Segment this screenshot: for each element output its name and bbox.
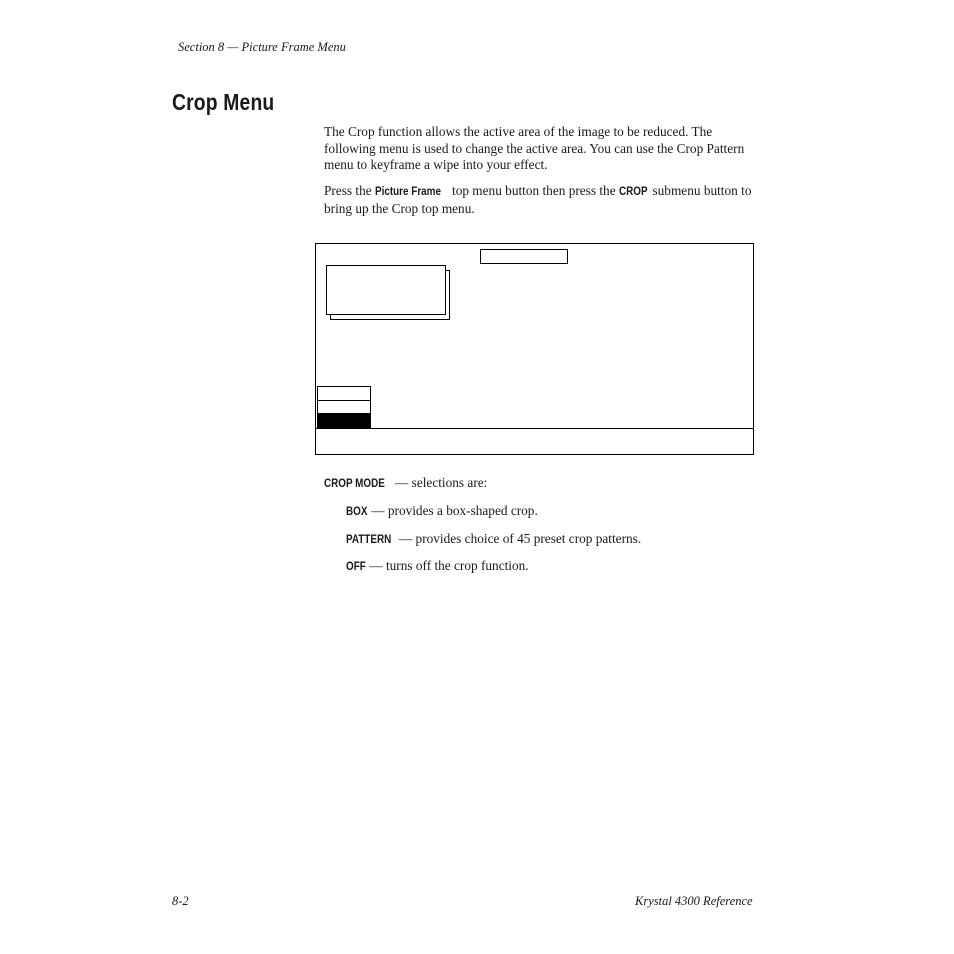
crop-mode-label: CROP MODE <box>324 478 385 490</box>
menu-panel <box>326 265 446 315</box>
crop-mode-heading <box>324 475 487 492</box>
instruction-paragraph <box>324 183 764 217</box>
crop-mode-selector <box>317 386 371 428</box>
option-off <box>346 558 529 575</box>
option-desc: — provides choice of 45 preset crop patterns. <box>395 531 642 546</box>
running-header: Section 8 — Picture Frame Menu <box>178 40 346 54</box>
option-name: PATTERN <box>346 534 392 546</box>
mode-divider <box>318 400 370 401</box>
crop-mode-suffix: — selections are: <box>391 475 488 490</box>
page-title: Crop Menu <box>172 89 275 115</box>
mode-selected-highlight <box>318 413 370 427</box>
instruction-suffix: submenu button to bring up the Crop top menu. <box>324 183 752 216</box>
instruction-middle: top menu button then press the <box>448 183 619 198</box>
intro-paragraph: The Crop function allows the active area of the image to be reduced. The following menu is used to change the active area. You can use the Crop Pattern menu to keyframe a wipe into your effect. <box>324 124 745 172</box>
book-title: Krystal 4300 Reference <box>635 894 753 908</box>
option-name: OFF <box>346 561 366 573</box>
option-pattern <box>346 531 641 548</box>
crop-menu-diagram <box>315 243 754 455</box>
instruction-prefix: Press the <box>324 183 375 198</box>
option-box <box>346 503 538 520</box>
menu-title-box <box>480 249 568 264</box>
option-name: BOX <box>346 506 368 518</box>
option-desc: — turns off the crop function. <box>366 558 529 573</box>
page-number: 8-2 <box>172 894 189 908</box>
option-desc: — provides a box-shaped crop. <box>367 503 538 518</box>
menu-bottom-divider <box>316 428 753 429</box>
crop-button-label: CROP <box>618 186 648 198</box>
picture-frame-button-label: Picture Frame <box>374 186 441 198</box>
